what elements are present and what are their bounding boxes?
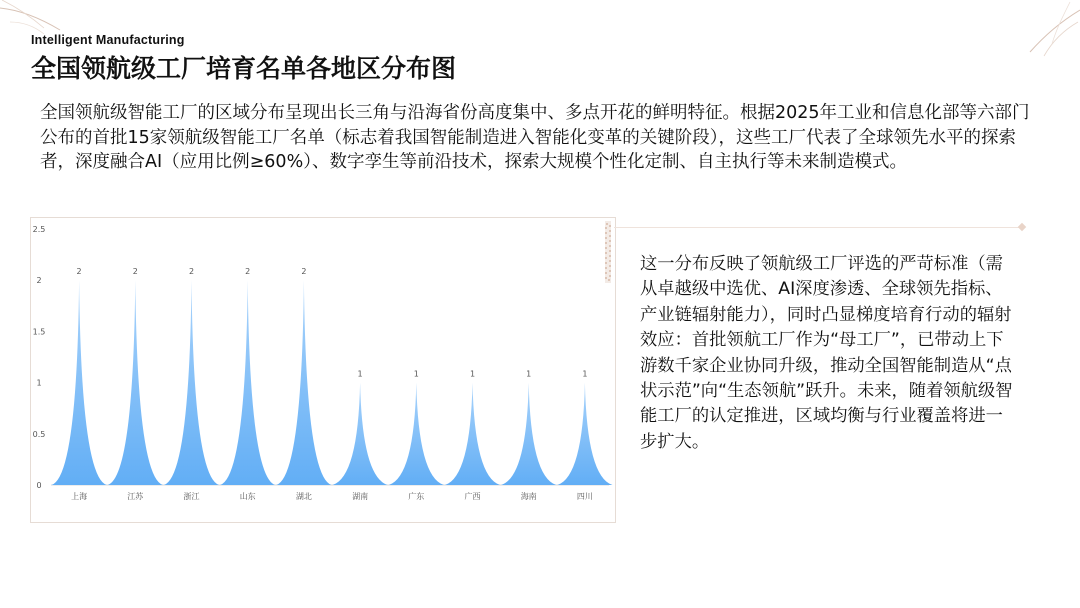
bar (333, 383, 388, 485)
data-label: 2 (245, 267, 251, 277)
y-tick-label: 0 (36, 481, 42, 490)
y-tick-label: 2 (36, 276, 42, 286)
intro-paragraph: 全国领航级智能工厂的区域分布呈现出长三角与沿海省份高度集中、多点开花的鲜明特征。根据2025年工业和信息化部等六部门公布的首批15家领航级智能工厂名单（标志着我国智能制造进入智能化变革的关键阶段），这些工厂代表了全球领先水平的探索者，深度融合AI（应用比例≥60%）、数字孪生等前沿技术，探索大规模个性化定制、自主执行等未来制造模式。 (40, 103, 1030, 172)
data-label: 1 (469, 369, 476, 379)
x-tick-label: 广西 (464, 492, 481, 501)
corner-decoration-top-right (1000, 0, 1080, 60)
scrollbar-decoration (605, 221, 611, 283)
x-tick-label: 湖北 (295, 492, 312, 501)
x-tick-label: 江苏 (127, 492, 144, 501)
bar (389, 383, 444, 485)
data-label: 1 (526, 369, 532, 379)
y-tick-label: 0.5 (32, 429, 46, 439)
bar (52, 280, 107, 485)
bar (220, 280, 275, 485)
x-tick-label: 湖南 (352, 492, 369, 501)
page-title: 全国领航级工厂培育名单各地区分布图 (31, 54, 457, 83)
side-note-paragraph: 这一分布反映了领航级工厂评选的严苛标准（需从卓越级中选优、AI深度渗透、全球领先指标、产业链辐射能力），同时凸显梯度培育行动的辐射效应：首批领航工厂作为“母工厂”，已带动上下游数千家企业协同升级，推动全国智能制造从“点状示范”向“生态领航”跃升。未来，随着领航级智能工厂的认定推进，区域均衡与行业覆盖将进一步扩大。 (640, 254, 1013, 452)
bar (276, 280, 331, 485)
divider-diamond (1018, 223, 1026, 231)
x-tick-label: 浙江 (183, 492, 200, 501)
bar (557, 383, 612, 485)
x-tick-label: 四川 (576, 492, 593, 501)
y-tick-label: 1 (36, 378, 42, 388)
bar-chart (31, 218, 615, 522)
data-label: 2 (132, 267, 138, 277)
page-subtitle: Intelligent Manufacturing (31, 33, 185, 47)
x-tick-label: 山东 (239, 492, 256, 501)
x-tick-label: 海南 (520, 492, 537, 501)
chart-panel (30, 217, 616, 523)
y-tick-label: 2.5 (32, 225, 46, 234)
data-label: 2 (188, 267, 195, 277)
bar (445, 383, 500, 485)
y-tick-label: 1.5 (32, 327, 46, 337)
bar (501, 383, 556, 485)
divider-line (614, 227, 1024, 228)
bar (108, 280, 163, 485)
x-tick-label: 广东 (408, 492, 425, 501)
data-label: 2 (76, 267, 82, 277)
data-label: 2 (301, 267, 307, 277)
data-label: 1 (582, 369, 588, 379)
x-tick-label: 上海 (71, 492, 88, 501)
data-label: 1 (413, 369, 419, 379)
data-label: 1 (357, 369, 363, 379)
bar (164, 280, 219, 485)
